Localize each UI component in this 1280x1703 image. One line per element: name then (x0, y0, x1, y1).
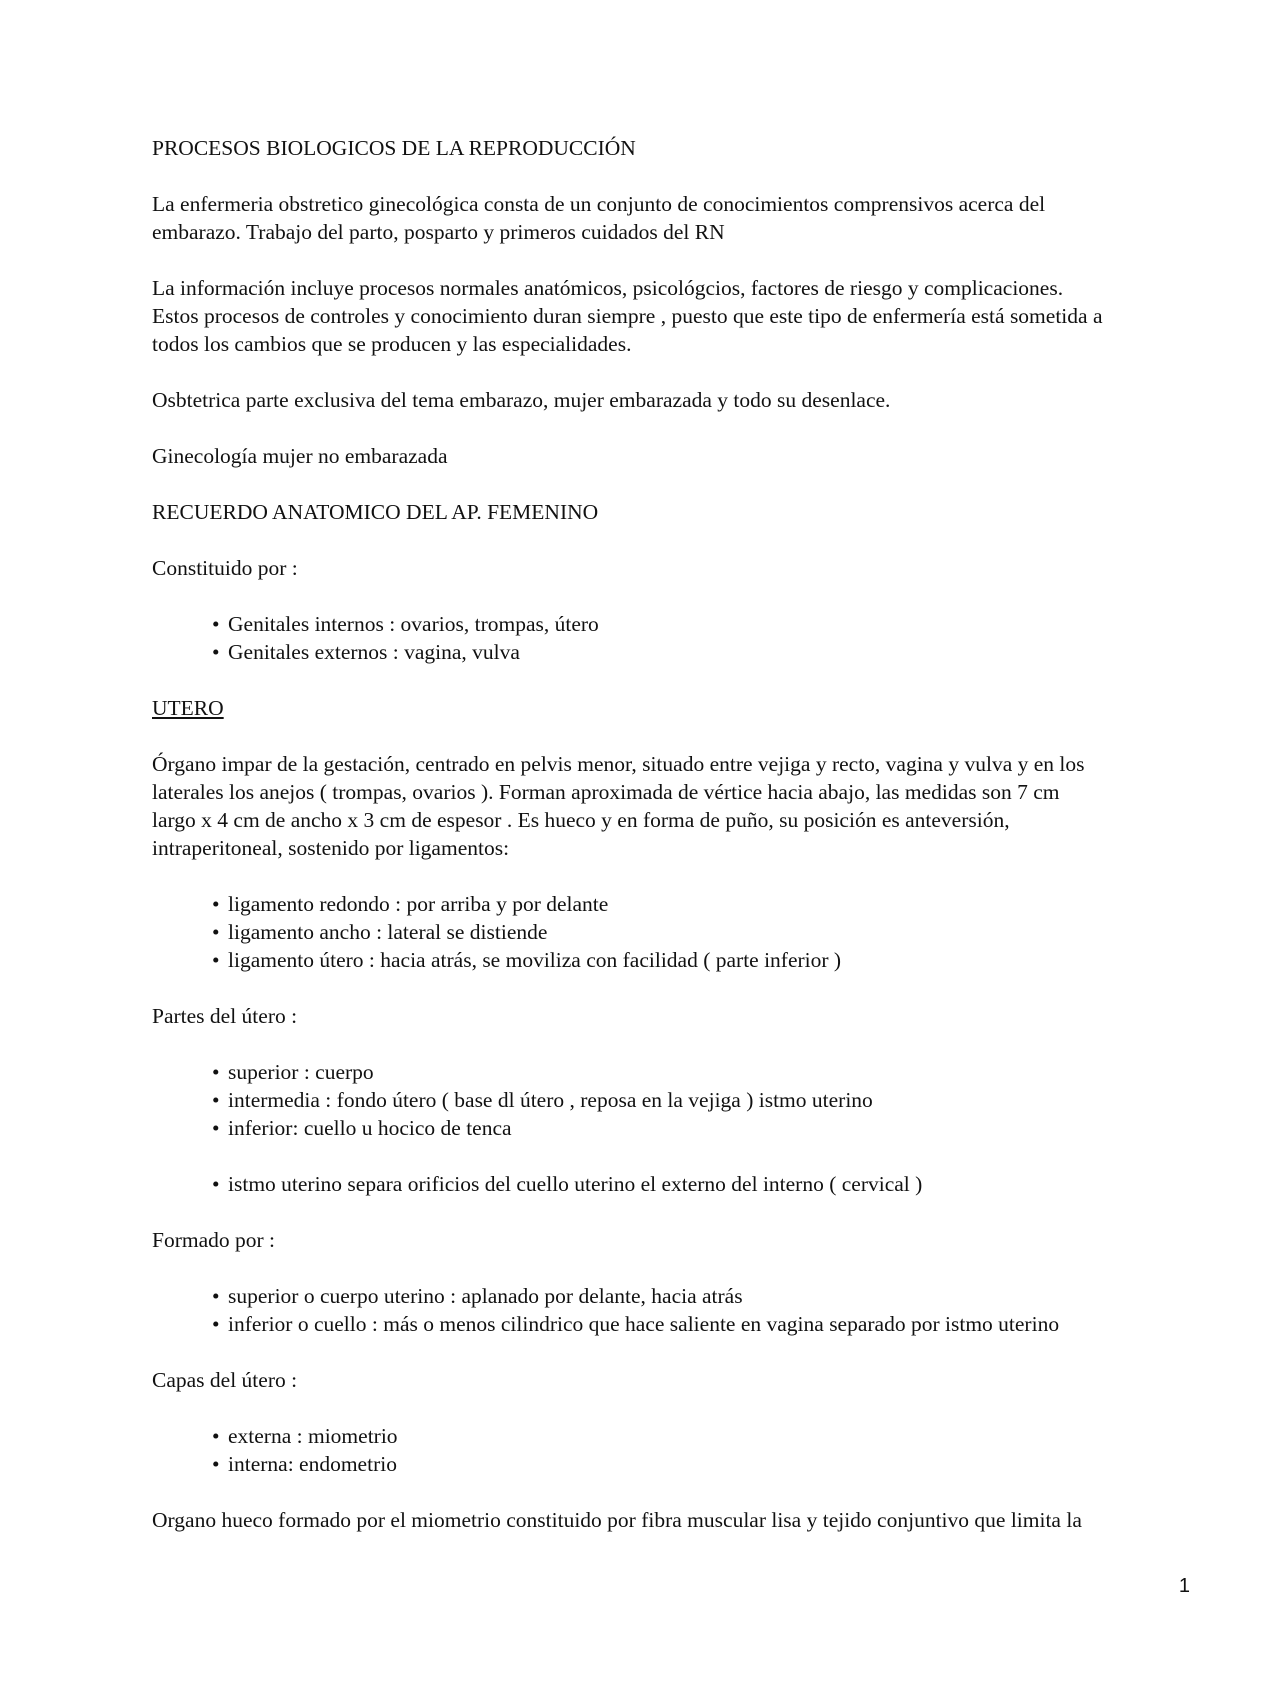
list-partes (152, 1058, 1192, 1142)
label-formado: Formado por : (152, 1228, 276, 1252)
bullet-icon: • (212, 1172, 220, 1196)
list-item-text: Genitales internos : ovarios, trompas, útero (228, 612, 599, 636)
label-constituido: Constituido por : (152, 556, 298, 580)
list-item-text: superior o cuerpo uterino : aplanado por delante, hacia atrás (228, 1284, 743, 1308)
bullet-icon: • (212, 1060, 220, 1084)
list-item-text: Genitales externos : vagina, vulva (228, 640, 520, 664)
bullet-icon: • (212, 1424, 220, 1448)
text-line: Estos procesos de controles y conocimiento duran siempre , puesto que este tipo de enfermería está sometida a (152, 304, 1103, 328)
list-capas (152, 1422, 1192, 1478)
list-ligamentos (152, 890, 1192, 974)
bullet-icon: • (212, 892, 220, 916)
bullet-icon: • (212, 1088, 220, 1112)
list-item (212, 1282, 1192, 1310)
text-line: La información incluye procesos normales anatómicos, psicológcios, factores de riesgo y complicaciones. (152, 276, 1064, 300)
bullet-icon: • (212, 1452, 220, 1476)
list-item (212, 918, 1192, 946)
list-item (212, 1310, 1192, 1338)
list-item-text: inferior: cuello u hocico de tenca (228, 1116, 512, 1140)
paragraph-organo-hueco: Organo hueco formado por el miometrio constituido por fibra muscular lisa y tejido conjuntivo que limita la (152, 1508, 1082, 1532)
document-title: PROCESOS BIOLOGICOS DE LA REPRODUCCIÓN (152, 136, 636, 160)
bullet-icon: • (212, 640, 220, 664)
list-item (212, 946, 1192, 974)
document-body (152, 134, 1192, 1534)
bullet-icon: • (212, 948, 220, 972)
bullet-icon: • (212, 612, 220, 636)
bullet-icon: • (212, 920, 220, 944)
list-item (212, 1170, 1192, 1198)
text-line: todos los cambios que se producen y las especialidades. (152, 332, 632, 356)
list-item-text: ligamento útero : hacia atrás, se moviliza con facilidad ( parte inferior ) (228, 948, 842, 972)
bullet-icon: • (212, 1116, 220, 1140)
list-item-text: istmo uterino separa orificios del cuello uterino el externo del interno ( cervical ) (228, 1172, 923, 1196)
paragraph-intro (152, 190, 1192, 246)
list-item (212, 1058, 1192, 1086)
list-genitales (152, 610, 1192, 666)
text-line: embarazo. Trabajo del parto, posparto y primeros cuidados del RN (152, 220, 725, 244)
paragraph-informacion (152, 274, 1192, 358)
paragraph-obstetrica: Osbtetrica parte exclusiva del tema embarazo, mujer embarazada y todo su desenlace. (152, 388, 891, 412)
paragraph-organo (152, 750, 1192, 862)
page-number: 1 (1178, 1575, 1190, 1597)
list-item-text: inferior o cuello : más o menos cilindrico que hace saliente en vagina separado por istmo uterino (228, 1312, 1060, 1336)
list-item-text: externa : miometrio (228, 1424, 398, 1448)
list-item (212, 1422, 1192, 1450)
label-capas: Capas del útero : (152, 1368, 298, 1392)
text-line: intraperitoneal, sostenido por ligamentos: (152, 836, 510, 860)
text-line: Órgano impar de la gestación, centrado en pelvis menor, situado entre vejiga y recto, vagina y vulva y en los (152, 752, 1085, 776)
text-line: La enfermeria obstretico ginecológica consta de un conjunto de conocimientos comprensivos acerca del (152, 192, 1046, 216)
list-item-text: superior : cuerpo (228, 1060, 374, 1084)
list-item (212, 1114, 1192, 1142)
text-line: largo x 4 cm de ancho x 3 cm de espesor . Es hueco y en forma de puño, su posición es anteversión, (152, 808, 1010, 832)
text-line: laterales los anejos ( trompas, ovarios ). Forman aproximada de vértice hacia abajo, las medidas son 7 cm (152, 780, 1060, 804)
list-item-text: interna: endometrio (228, 1452, 397, 1476)
list-item (212, 1086, 1192, 1114)
bullet-icon: • (212, 1312, 220, 1336)
list-item-text: ligamento redondo : por arriba y por delante (228, 892, 609, 916)
paragraph-ginecologia: Ginecología mujer no embarazada (152, 444, 448, 468)
label-partes: Partes del útero : (152, 1004, 298, 1028)
bullet-icon: • (212, 1284, 220, 1308)
list-item (212, 638, 1192, 666)
section-heading-utero: UTERO (152, 696, 224, 720)
list-item (212, 1450, 1192, 1478)
list-istmo (152, 1170, 1192, 1198)
list-item-text: intermedia : fondo útero ( base dl útero , reposa en la vejiga ) istmo uterino (228, 1088, 873, 1112)
list-item (212, 610, 1192, 638)
list-item-text: ligamento ancho : lateral se distiende (228, 920, 548, 944)
list-formado (152, 1282, 1192, 1338)
section-heading-recuerdo: RECUERDO ANATOMICO DEL AP. FEMENINO (152, 500, 599, 524)
list-item (212, 890, 1192, 918)
